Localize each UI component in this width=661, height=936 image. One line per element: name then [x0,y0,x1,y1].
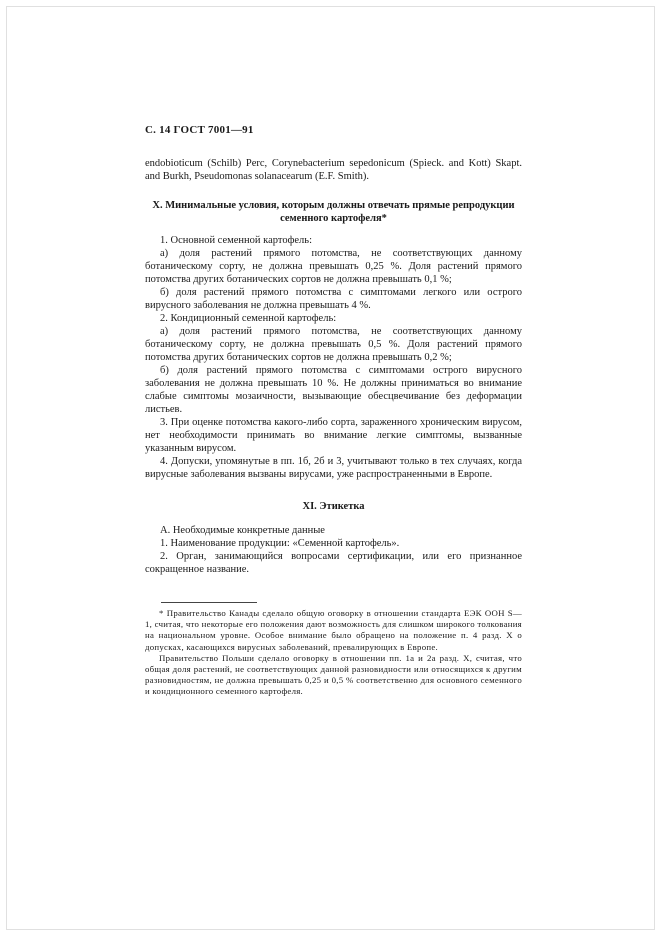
footnote-divider [161,602,257,603]
page-header: С. 14 ГОСТ 7001—91 [145,124,254,136]
paragraph: 1. Наименование продукции: «Семенной картофель». [160,538,400,549]
footnote-block [145,608,522,698]
paragraph: 3. При оценке потомства какого-либо сорта, зараженного хроническим вирусом, нет необходимости принимать во внимание легкие симптомы, вызванные указанным вирусом. [145,417,522,454]
paragraph: а) доля растений прямого потомства, не соответствующих данному ботаническому сорту, не должна превышать 0,5 %. Доля растений прямого потомства других ботанических сортов не должна превышать 0,2 %; [145,326,522,363]
paragraph: 2. Кондиционный семенной картофель: [160,313,337,324]
page-content [145,124,522,698]
footnote-paragraph: Правительство Польши сделало оговорку в отношении пп. 1а и 2а разд. X, считая, что общая доля растений, не соответствующих данной разновидности или относящихся к другим разновидностям, не должна превышать 0,25 и 0,5 % соответственно для основного семенного и кондиционного семенного картофеля. [145,652,522,697]
paragraph: 2. Орган, занимающийся вопросами сертификации, или его признанное сокращенное название. [145,551,522,575]
paragraph: а) доля растений прямого потомства, не соответствующих данному ботаническому сорту, не должна превышать 0,25 %. Доля растений прямого потомства других ботанических сортов не должна превышать 0,1 %; [145,248,522,285]
paragraph: А. Необходимые конкретные данные [160,525,325,536]
paragraph: 4. Допуски, упомянутые в пп. 1б, 2б и 3, учитывают только в тех случаях, когда вирусные заболевания вызваны вирусами, уже распространенными в Европе. [145,456,522,480]
paragraph: 1. Основной семенной картофель: [160,235,312,246]
section-xi-title: XI. Этикетка [302,501,365,512]
section-x-title: X. Минимальные условия, которым должны отвечать прямые репродукции семенного картофеля* [152,200,515,224]
paragraph: б) доля растений прямого потомства с симптомами легкого или острого вирусного заболевания не должна превышать 4 %. [145,287,522,311]
footnote-paragraph: * Правительство Канады сделало общую оговорку в отношении стандарта ЕЭК ООН S—1, считая, что некоторые его положения дают возможность для слишком широкого толкования на национальном уровне. Особое внимание было обращено на положение п. 4 разд. X о допусках, касающихся вирусных заболеваний, превалирующих в Европе. [145,608,522,652]
paragraph: б) доля растений прямого потомства с симптомами острого вирусного заболевания не должна превышать 10 %. Не должны приниматься во внимание слабые симптомы мозаичности, вызывающие обесцвечивание без деформации листьев. [145,365,522,415]
intro-paragraph: endobioticum (Schilb) Perc, Corynebacterium sepedonicum (Spieck. and Kott) Skapt. and Burkh, Pseudomonas solanacearum (E.F. Smith). [145,158,522,182]
